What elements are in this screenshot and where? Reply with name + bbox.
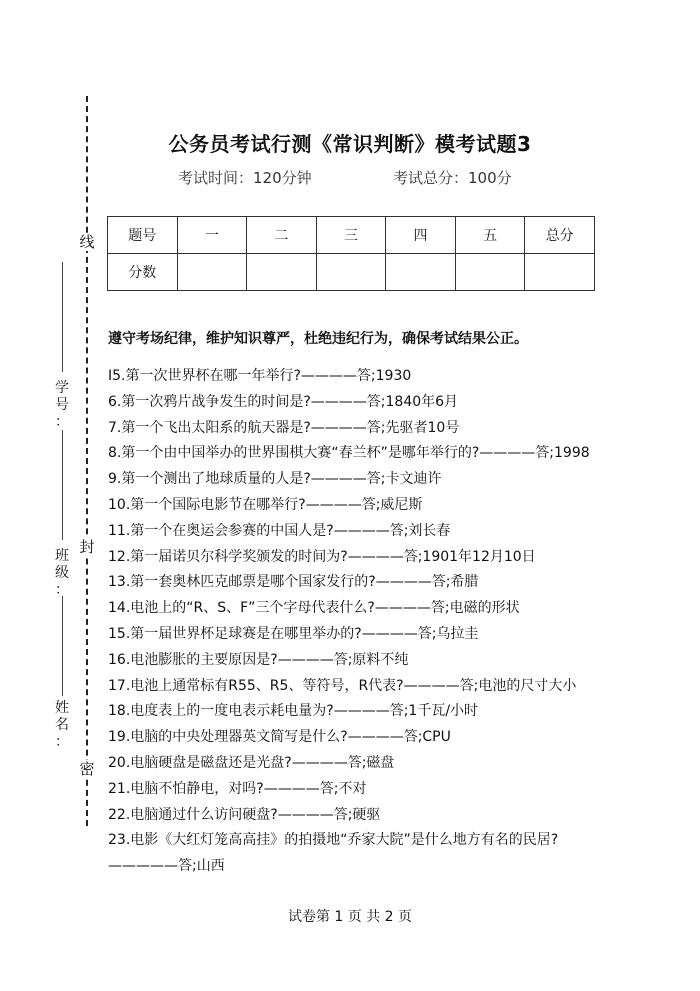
binding-char-xian: 线 — [79, 233, 95, 251]
exam-time: 考试时间：120分钟 — [178, 169, 312, 187]
exam-notice: 遵守考场纪律，维护知识尊严，杜绝违纪行为，确保考试结果公正。 — [108, 331, 528, 347]
student-id-label: 学 号 ： — [55, 380, 69, 430]
question-item: 15.第一届世界杯足球赛是在哪里举办的?————答;乌拉圭 — [108, 625, 479, 642]
score-cell — [386, 254, 456, 291]
name-label: 姓 名 ： — [55, 700, 69, 750]
score-header-cell: 五 — [455, 217, 525, 254]
question-item: 23.电影《大红灯笼高高挂》的拍摄地“乔家大院”是什么地方有名的民居?—————答;山西 — [108, 832, 559, 875]
score-header-cell: 一 — [177, 217, 247, 254]
question-item: 7.第一个飞出太阳系的航天器是?————答;先驱者10号 — [108, 419, 460, 436]
score-header-cell: 总分 — [525, 217, 595, 254]
question-item: 17.电池上通常标有R55、R5、等符号，R代表?————答;电池的尺寸大小 — [108, 677, 577, 694]
score-header-cell: 题号 — [108, 217, 178, 254]
score-row-label: 分数 — [108, 254, 178, 291]
score-table-score-row — [108, 254, 595, 291]
binding-char-feng: 封 — [79, 538, 95, 556]
score-cell — [316, 254, 386, 291]
class-blank-line — [62, 430, 63, 540]
question-item: 16.电池膨胀的主要原因是?————答;原料不纯 — [108, 651, 409, 668]
question-list — [108, 364, 598, 880]
question-item: 19.电脑的中央处理器英文简写是什么?————答;CPU — [108, 729, 451, 746]
score-header-cell: 三 — [316, 217, 386, 254]
class-label: 班 级 ： — [55, 548, 69, 598]
score-cell — [247, 254, 317, 291]
score-cell — [455, 254, 525, 291]
question-item: 22.电脑通过什么访问硬盘?————答;硬驱 — [108, 806, 381, 823]
question-item: 10.第一个国际电影节在哪举行?————答;威尼斯 — [108, 496, 423, 513]
binding-char-mi: 密 — [79, 760, 95, 778]
score-cell — [525, 254, 595, 291]
question-item: 21.电脑不怕静电，对吗?————答;不对 — [108, 780, 367, 797]
score-cell — [177, 254, 247, 291]
question-item: 8.第一个由中国举办的世界围棋大赛“春兰杯”是哪年举行的?————答;1998 — [108, 445, 590, 462]
question-item: 6.第一次鸦片战争发生的时间是?————答;1840年6月 — [108, 393, 459, 410]
question-item: 20.电脑硬盘是磁盘还是光盘?————答;磁盘 — [108, 754, 395, 771]
page-footer: 试卷第 1 页 共 2 页 — [287, 909, 413, 925]
question-item: 9.第一个测出了地球质量的人是?————答;卡文迪许 — [108, 471, 442, 488]
score-table-header-row — [108, 217, 595, 254]
score-table — [107, 216, 595, 291]
score-header-cell: 四 — [386, 217, 456, 254]
name-blank-line — [62, 596, 63, 696]
exam-total-score: 考试总分：100分 — [393, 169, 512, 187]
question-item: I5.第一次世界杯在哪一年举行?————答;1930 — [108, 368, 412, 384]
question-item: 11.第一个在奥运会参赛的中国人是?————答;刘长春 — [108, 522, 451, 539]
student-id-blank-line — [62, 262, 63, 372]
binding-dashed-line — [86, 96, 88, 826]
question-item: 12.第一届诺贝尔科学奖颁发的时间为?————答;1901年12月10日 — [108, 548, 536, 565]
page-title: 公务员考试行测《常识判断》模考试题3 — [168, 132, 532, 156]
question-item: 18.电度表上的一度电表示耗电量为?————答;1千瓦/小时 — [108, 703, 479, 720]
question-item: 13.第一套奥林匹克邮票是哪个国家发行的?————答;希腊 — [108, 574, 479, 591]
question-item: 14.电池上的“R、S、F”三个字母代表什么?————答;电磁的形状 — [108, 600, 520, 617]
score-header-cell: 二 — [247, 217, 317, 254]
